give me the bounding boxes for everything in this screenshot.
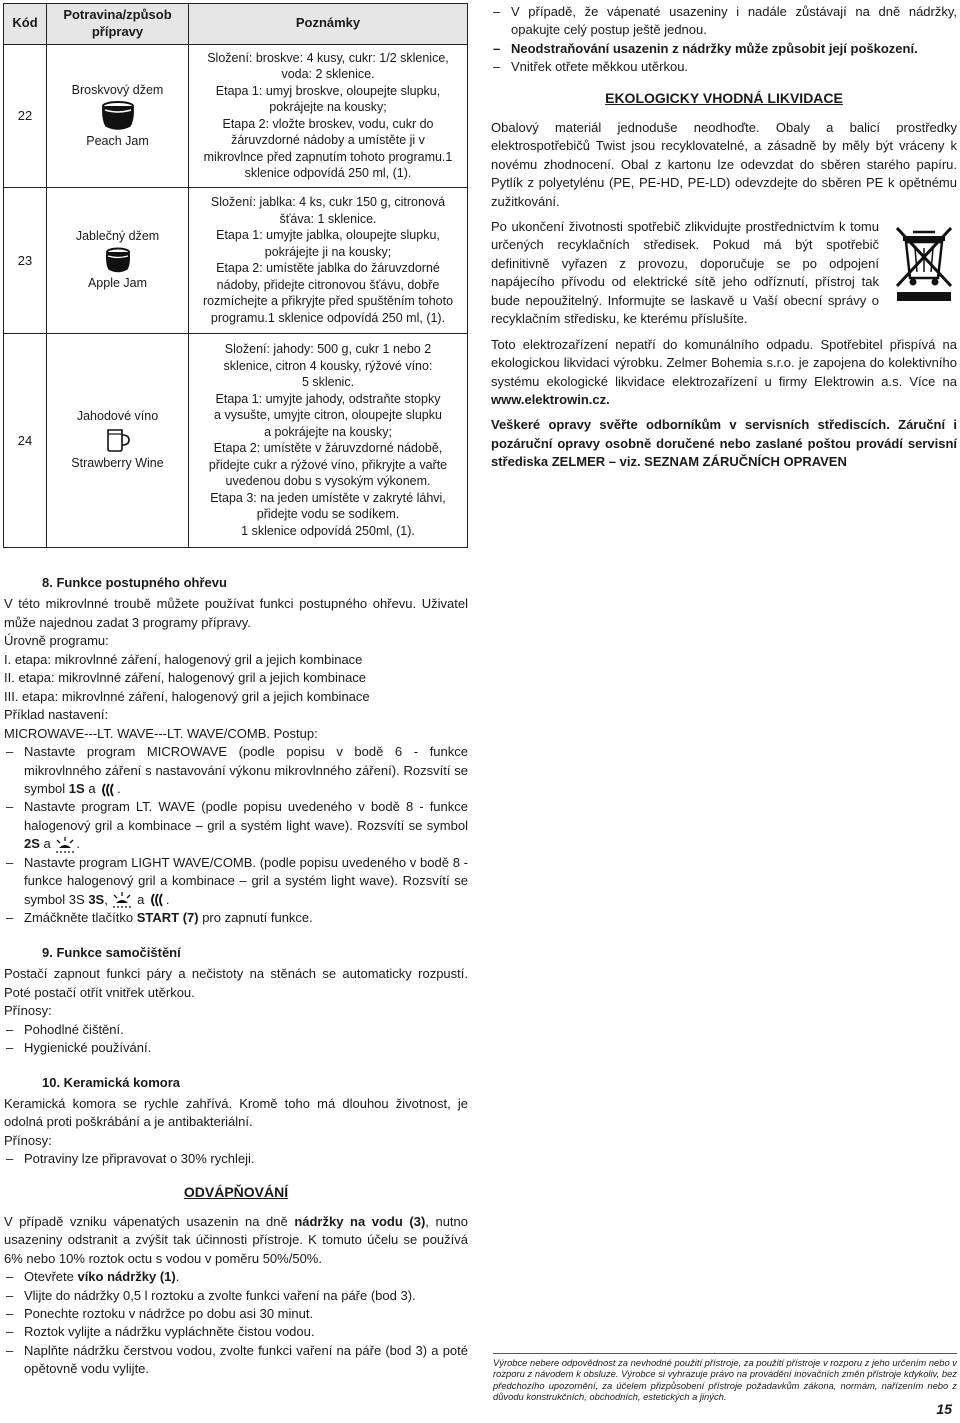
eco-paragraph-3 [491,336,957,410]
microwave-waves-icon [148,892,166,908]
food-name-en: Apple Jam [87,276,148,291]
note-line: pokrájejte ji na kousky; [264,244,392,259]
note-line: Etapa 1: umyjte jablka, oloupejte slupku, [216,228,440,243]
footer-disclaimer: Výrobce nebere odpovědnost za nevhodné použití přístroje, za použití přístroje v rozporu z jeho určením nebo v rozporu z návodem k obsluze. Výrobce si vyhrazuje právo na provádění inovačních změn přístroje kdykoliv, bez předchozího upozornění, za účelem přizpůsobení přístroje požadavkům zákona, normám, nařízením nebo z důvodu konstrukčních, obchodních, estetických a jiných. [493,1353,957,1402]
note-line: Etapa 1: umyj broskve, oloupejte slupku, [215,83,441,98]
note-line: rozmíchejte a přikryjte před spuštěním tohoto [202,294,454,309]
step-text: pro zapnutí funkce. [198,910,313,926]
header-code: Kód [4,4,47,45]
descaling-steps [4,1268,468,1379]
step-bold: 1S [68,780,85,796]
list-item: – V případě, že vápenaté usazeniny i nadále zůstávají na dně nádržky, opakujte celý postup ještě jednou. [491,3,957,40]
list-item: – Pohodlné čištění. [4,1021,468,1039]
level-3: III. etapa: mikrovlnné záření, halogenový gril a jejich kombinace [4,688,370,704]
food-cell [47,333,189,547]
step-text: . [175,1269,180,1285]
crossed-bin-icon [891,222,957,302]
level-1: I. etapa: mikrovlnné záření, halogenový gril a jejich kombinace [4,651,363,667]
note-line: programu.1 sklenice odpovídá 250 ml, (1). [210,310,446,325]
note-line: Etapa 2: vložte broskev, vodu, cukr do [222,116,434,131]
row-code: 22 [4,44,47,187]
note-line: Etapa 2: umístěte v žáruvzdorné nádobě, [213,441,443,456]
service-paragraph: Veškeré opravy svěřte odborníkům v servisních střediscích. Záruční i pozáruční opravy osobně doručené nebo zaslané poštou provádí servisní střediska ZELMER – viz. SEZNAM ZÁRUČNÍCH OPRAVEN [491,417,957,470]
note-line: nádoby, přidejte citronovou šťávu, dobře [216,277,440,292]
note-line: mikrovlnce před zapnutím tohoto programu.1 [203,149,453,164]
light-wave-icon [54,836,76,854]
note-line: šťáva: 1 sklenice. [279,211,377,226]
small-jar-icon [105,247,131,273]
eco-link-text: www.elektrowin.cz. [491,392,610,408]
step-bold: 3S [88,891,105,907]
step-text: Nastavte program LT. WAVE (podle popisu uvedeného v bodě 8 - funkce halogenový gril a kombinace – gril a systém light wave). Rozsvítí se symbol [24,799,468,833]
step-text: Otevřete [24,1269,78,1285]
intro-bold: nádržky na vodu (3) [294,1213,426,1229]
step-text: Zmáčkněte tlačítko [24,910,137,926]
descaling-intro [4,1213,468,1268]
weee-bin-container [891,222,957,302]
step-text: a [133,891,148,907]
note-line: a pokrájejte na kousky; [264,424,392,439]
step-text: a [39,836,55,852]
table-row [4,187,468,333]
food-name-cz: Jablečný džem [75,229,160,244]
notes-cell [189,44,468,187]
step-text: Nastavte program MICROWAVE (podle popisu v bodě 6 - funkce mikrovlnného záření s nastavování výkonu mikrovlnného záření). Rozsvítí se symbol [24,744,468,796]
microwave-waves-icon [99,782,117,798]
notes-cell [189,333,468,547]
levels-label: Úrovně programu: [4,633,109,649]
food-cell [47,44,189,187]
eco-heading: EKOLOGICKY VHODNÁ LIKVIDACE [605,89,843,106]
row-code: 24 [4,333,47,547]
step-text: . [117,780,121,796]
section-10-benefits [4,1150,468,1168]
descaling-notes [491,3,957,77]
note-line: přidejte cukr a rýžové víno, přikryjte a vařte [208,457,448,472]
list-item [4,743,468,798]
note-line: přidejte vodu se sodíkem. [256,507,400,522]
table-row [4,333,468,547]
step-text: . [76,836,80,852]
example-label: Příklad nastavení: [4,707,109,723]
food-cell [47,187,189,333]
eco-paragraph-2: Po ukončení životnosti spotřebič zlikvidujte prostřednictvím k tomu určených recyklačních středisek. Pokud má být spotřebič definitivně vyřazen z provozu, doporučuje se po odpojení napájecího přívodu od elektrické sítě jeho odříznutí, přístroj tak bude nepoužitelný. Informujte se laskavě u Vaší obecní správy o recyklačním středisku, ke kterému příslušíte. [491,218,879,327]
note-line: uvedenou dobu s vysokým výkonem. [225,474,431,489]
section-8-steps [4,743,468,928]
step-text: a [84,780,100,796]
note-line: žáruvzdorné nádoby a umístěte ji v [231,133,425,148]
step-text: Nastavte program LIGHT WAVE/COMB. (podle popisu uvedeného v bodě 8 - funkce halogenový gril a kombinace – gril a systém light wave). Rozsvítí se symbol 3S [24,854,468,907]
list-item [4,1268,468,1286]
section-8-intro: V této mikrovlnné troubě můžete používat funkci postupného ohřevu. Uživatel může najednou zadat 3 programy přípravy. [4,596,468,630]
list-item: – Roztok vylijte a nádržku vypláchněte čistou vodou. [4,1323,468,1341]
benefits-label: Přínosy: [4,1132,52,1148]
step-bold: START (7) [136,910,199,926]
food-name-en: Strawberry Wine [71,456,164,471]
step-bold: víko nádržky (1) [77,1269,176,1285]
note-line: Složení: broskve: 4 kusy, cukr: 1/2 sklenice, [207,50,449,65]
note-line: sklenice, citron 4 kousky, rýžové víno: [223,358,433,373]
list-item: – Naplňte nádržku čerstvou vodou, zvolte funkci vaření na páře (bod 3) a poté opětovně vodu vylijte. [4,1342,468,1379]
notes-cell [189,187,468,333]
note-line: 5 sklenic. [301,375,355,390]
note-line: Složení: jahody: 500 g, cukr 1 nebo 2 [224,342,432,357]
note-line: 1 sklenice odpovídá 250ml, (1). [241,523,415,538]
list-item [4,798,468,853]
list-item [4,854,468,909]
header-notes: Poznámky [189,4,468,45]
section-9-intro: Postačí zapnout funkci páry a nečistoty na stěnách se automaticky rozpustí. Poté postačí otřít vnitřek utěrkou. [4,966,468,1000]
step-text: , [104,891,112,907]
list-item: – Vnitřek otřete měkkou utěrkou. [491,58,957,76]
note-line: Etapa 2: umístěte jablka do žáruvzdorné [216,261,440,276]
list-item: – Vlijte do nádržky 0,5 l roztoku a zvolte funkci vaření na páře (bod 3). [4,1287,468,1305]
mug-icon [104,427,132,453]
table-row [4,44,468,187]
list-item: – Potraviny lze připravovat o 30% rychleji. [4,1150,468,1168]
list-item: – Ponechte roztoku v nádržce po dobu asi 30 minut. [4,1305,468,1323]
section-10-heading: 10. Keramická komora [42,1074,181,1090]
list-item [4,909,468,927]
left-column [4,574,468,1379]
note-line: Etapa 1: umyjte jahody, odstraňte stopky [215,391,441,406]
page-number: 15 [936,1401,952,1417]
section-8-heading: 8. Funkce postupného ohřevu [42,575,227,590]
eco-text: Toto elektrozařízení nepatří do komunálního odpadu. Spotřebitel přispívá na ekologickou likvidaci výrobku. Zelmer Bohemia s.r.o. je zapojena do kolektivního systému ekologické likvidace elektrozařízení u firmy Elektrowin a.s. Více na [491,336,957,389]
list-item: – Hygienické používání. [4,1039,468,1057]
step-text: . [165,891,170,907]
list-item: – Neodstraňování usazenin z nádržky může způsobit její poškození. [491,40,957,58]
intro-text: V případě vzniku vápenatých usazenin na dně [4,1213,295,1229]
recipe-table [3,3,468,548]
table-header-row [4,4,468,45]
section-9-heading: 9. Funkce samočištění [42,944,181,960]
benefits-label: Přínosy: [4,1003,52,1019]
descaling-heading: ODVÁPŇOVÁNÍ [183,1183,289,1200]
food-name-cz: Jahodové víno [76,409,159,424]
header-food: Potravina/způsob přípravy [47,4,189,45]
eco-paragraph-1: Obalový materiál jednoduše neodhoďte. Obaly a balicí prostředky elektrospotřebičů Twist jsou recyklovatelné, a zásadně by měly být vráceny k novému zhodnocení. Obal z kartonu lze odevzdat do sběren starého papíru. Pytlík z polyetylénu (PE, PE-HD, PE-LD) odevzdejte do sběren PE k opětnému zužitkování. [491,119,957,209]
note-line: voda: 2 sklenice. [281,67,375,82]
step-bold: 2S [24,836,40,852]
jar-icon [101,101,135,131]
note-line: Složení: jablka: 4 ks, cukr 150 g, citronová [210,195,446,210]
food-name-en: Peach Jam [86,133,149,148]
intro-text: , nutno usazeniny odstranit a zvýšit tak účinnosti přístroje. K tomuto účelu se používá 6% nebo 10% roztok octu s vodou v poměru 50%/50%. [4,1213,468,1266]
note-line: pokrájejte na kousky; [269,100,387,115]
section-9-benefits [4,1021,468,1058]
section-10-intro: Keramická komora se rychle zahřívá. Kromě toho má dlouhou životnost, je odolná proti poškrábání a je antibakteriální. [4,1096,468,1130]
note-line: sklenice odpovídá 250 ml, (1). [244,166,412,181]
example-value: MICROWAVE---LT. WAVE---LT. WAVE/COMB. Postup: [4,725,318,741]
right-column [491,3,957,479]
row-code: 23 [4,187,47,333]
light-wave-icon [111,891,133,909]
food-name-cz: Broskvový džem [71,82,164,97]
level-2: II. etapa: mikrovlnné záření, halogenový gril a jejich kombinace [4,670,367,686]
note-line: Etapa 3: na jeden umístěte v zakryté láhvi, [210,490,446,505]
note-line: a vysušte, umyjte citron, oloupejte slupku [214,408,442,423]
